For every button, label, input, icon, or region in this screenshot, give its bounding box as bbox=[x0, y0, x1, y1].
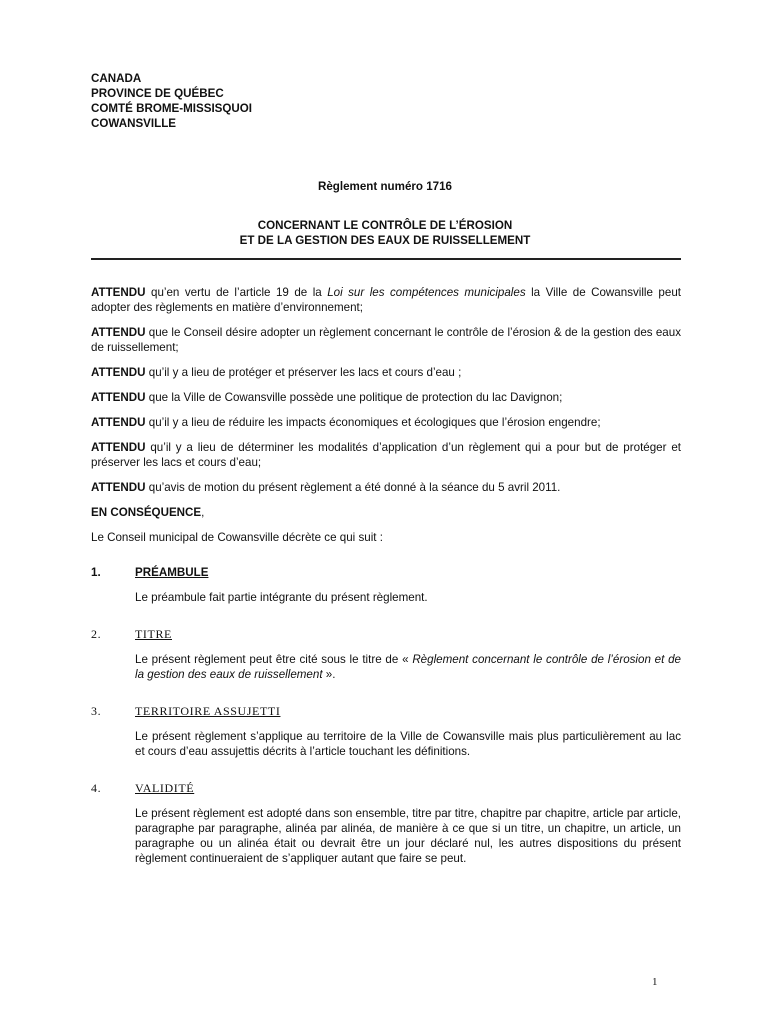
header-province: PROVINCE DE QUÉBEC bbox=[91, 87, 224, 100]
article-text: Le préambule fait partie intégrante du présent règlement. bbox=[135, 591, 428, 604]
article-heading bbox=[91, 565, 681, 580]
header-county: COMTÉ BROME-MISSISQUOI bbox=[91, 102, 253, 115]
header-city: COWANSVILLE bbox=[91, 117, 177, 130]
whereas-clause bbox=[91, 285, 681, 315]
whereas-text: que la Ville de Cowansville possède une politique de protection du lac Davignon; bbox=[145, 391, 563, 404]
article-title-section bbox=[91, 627, 681, 682]
whereas-text: qu’il y a lieu de déterminer les modalités d’application d’un règlement qui a pour but de protéger et préserver les lacs et cours d’eau; bbox=[91, 441, 681, 469]
article-heading bbox=[91, 781, 681, 796]
article-title: VALIDITÉ bbox=[135, 781, 195, 795]
article-text: Le présent règlement est adopté dans son ensemble, titre par titre, chapitre par chapitre, article par article, paragraphe par paragraphe, alinéa par alinéa, de manière à ce que si un titre, un chapitre, un article, un paragraphe ou un alinéa était ou devrait être un jour déclaré nul, les autres dispositions du présent règlement continueraient de s’appliquer autant que faire se peut. bbox=[135, 807, 681, 865]
whereas-text: qu’il y a lieu de réduire les impacts économiques et écologiques que l’érosion engendre; bbox=[145, 416, 601, 429]
regulation-title-line1: CONCERNANT LE CONTRÔLE DE L’ÉROSION bbox=[257, 219, 513, 232]
article-title: PRÉAMBULE bbox=[135, 566, 209, 579]
article-text-part: ». bbox=[322, 668, 336, 681]
article-number: 4. bbox=[91, 781, 102, 795]
article-number: 2. bbox=[91, 627, 102, 641]
whereas-clause bbox=[91, 480, 681, 495]
decree-statement: Le Conseil municipal de Cowansville décrète ce qui suit : bbox=[91, 531, 383, 544]
article-heading bbox=[91, 627, 681, 642]
header-country: CANADA bbox=[91, 72, 142, 85]
article-text: Le présent règlement s’applique au territoire de la Ville de Cowansville mais plus particulièrement au lac et cours d’eau assujettis décrits à l’article touchant les définitions. bbox=[135, 730, 681, 758]
whereas-keyword: ATTENDU bbox=[91, 441, 146, 454]
article-heading bbox=[91, 704, 681, 719]
whereas-keyword: ATTENDU bbox=[91, 286, 146, 299]
whereas-keyword: ATTENDU bbox=[91, 416, 146, 429]
regulation-cited-title: Règlement concernant le contrôle de l’érosion et de la gestion des eaux de ruissellement bbox=[135, 653, 682, 681]
document-body bbox=[91, 285, 681, 888]
whereas-text: qu’en vertu de l’article 19 de la bbox=[145, 286, 328, 299]
whereas-text: qu’il y a lieu de protéger et préserver les lacs et cours d’eau ; bbox=[145, 366, 462, 379]
whereas-text: que le Conseil désire adopter un règlement concernant le contrôle de l’érosion & de la gestion des eaux de ruissellement; bbox=[91, 326, 681, 354]
title-divider bbox=[91, 258, 681, 260]
article-validity bbox=[91, 781, 681, 866]
whereas-text: qu’avis de motion du présent règlement a été donné à la séance du 5 avril 2011. bbox=[145, 481, 561, 494]
page-number: 1 bbox=[652, 976, 658, 988]
whereas-clause bbox=[91, 365, 681, 380]
whereas-keyword: ATTENDU bbox=[91, 326, 146, 339]
whereas-keyword: ATTENDU bbox=[91, 481, 146, 494]
article-text bbox=[135, 652, 681, 682]
article-title: TITRE bbox=[135, 627, 172, 641]
whereas-keyword: ATTENDU bbox=[91, 366, 146, 379]
regulation-number: Règlement numéro 1716 bbox=[317, 180, 453, 193]
article-preamble bbox=[91, 565, 681, 605]
law-title: Loi sur les compétences municipales bbox=[327, 286, 526, 299]
consequence-label: EN CONSÉQUENCE bbox=[91, 506, 202, 519]
consequence-heading bbox=[91, 505, 681, 520]
regulation-title-line2: ET DE LA GESTION DES EAUX DE RUISSELLEMENT bbox=[239, 234, 531, 247]
article-territory bbox=[91, 704, 681, 759]
whereas-clause bbox=[91, 390, 681, 405]
whereas-clause bbox=[91, 415, 681, 430]
article-title: TERRITOIRE ASSUJETTI bbox=[135, 704, 281, 718]
whereas-text: la Ville de Cowansville peut adopter des règlements en matière d’environnement; bbox=[91, 286, 681, 314]
whereas-keyword: ATTENDU bbox=[91, 391, 146, 404]
article-text-part: Le présent règlement peut être cité sous le titre de « bbox=[135, 653, 413, 666]
whereas-clause bbox=[91, 440, 681, 470]
jurisdiction-header bbox=[91, 71, 252, 131]
whereas-clause bbox=[91, 325, 681, 355]
article-number: 3. bbox=[91, 704, 102, 718]
consequence-comma: , bbox=[201, 506, 205, 519]
regulation-title bbox=[0, 218, 770, 248]
article-number: 1. bbox=[91, 566, 101, 579]
